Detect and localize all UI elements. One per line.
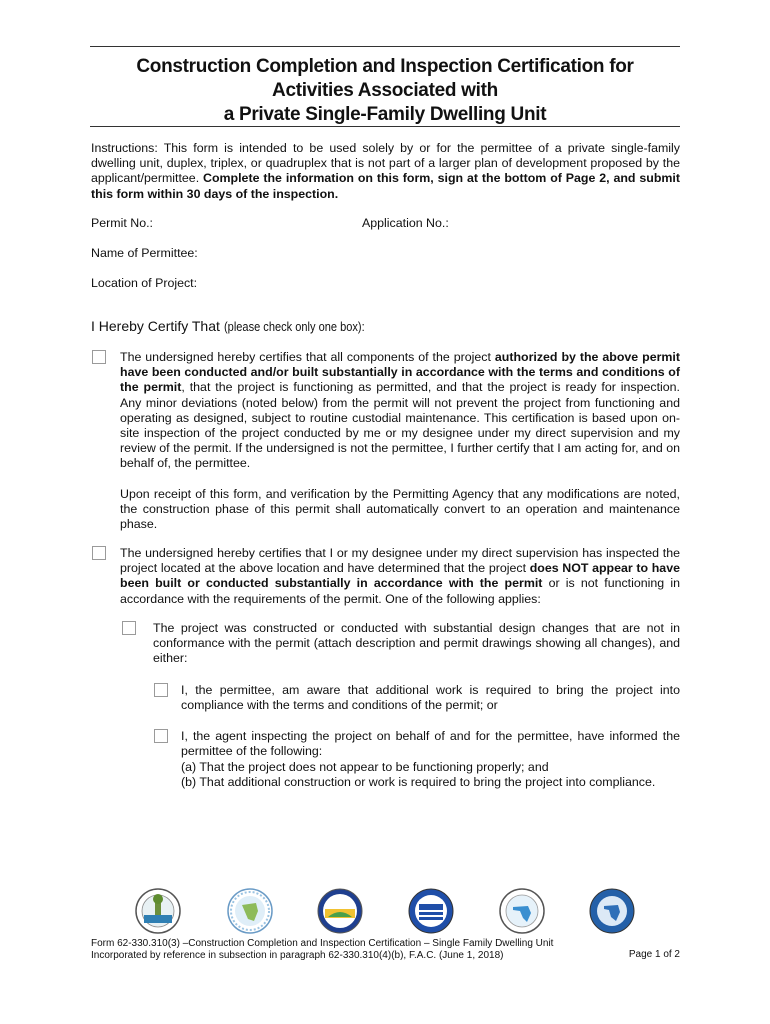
agent-informed-item-b: (b) That additional construction or work is required to bring the project into compliance. [181,775,656,789]
certify-heading [91,318,389,334]
title-line-1: Construction Completion and Inspection Certification for [136,56,634,77]
option1-text [120,350,680,472]
certify-heading-text: I Hereby Certify That [91,318,220,334]
footer-form-line: Form 62-330.310(3) –Construction Completion and Inspection Certification – Single Family Dwelling Unit [91,938,554,949]
instructions-bold: Complete the information on this form, sign at the bottom of Page 2, and submit this form within 30 days of the inspection. [91,171,680,201]
permittee-aware-checkbox[interactable] [154,683,168,697]
agency-seal-1-icon [134,887,182,935]
certify-heading-note: (please check only one box): [223,319,365,334]
instructions [91,141,680,202]
permit-no-label: Permit No.: [91,216,153,230]
title-line-2: Activities Associated with [272,80,498,101]
design-changes-checkbox[interactable] [122,621,136,635]
footer-reference-line: Incorporated by reference in subsection in paragraph 62-330.310(4)(b), F.A.C. (June 1, 2018) [91,950,504,961]
agency-seal-5-icon [498,887,546,935]
design-changes-text: The project was constructed or conducted with substantial design changes that are not in conformance with the permit (attach description and permit drawings showing all changes), and either: [153,621,680,666]
option2-bold: does NOT appear to have been built or conducted substantially in accordance with the permit [120,561,680,591]
option2-checkbox[interactable] [92,546,106,560]
page-number: Page 1 of 2 [628,949,680,960]
permittee-name-label: Name of Permittee: [91,246,198,260]
agency-seal-2-icon [226,887,274,935]
option2-text-a: The undersigned hereby certifies that I or my designee under my direct supervision has inspected the project located at the above location and have determined that the project [120,546,680,576]
agency-seal-4-icon [407,887,455,935]
agent-informed-item-a: (a) That the project does not appear to be functioning properly; and [181,760,549,774]
top-rule [90,46,680,47]
agency-seal-6-icon [588,887,636,935]
option1-checkbox[interactable] [92,350,106,364]
agent-informed-checkbox[interactable] [154,729,168,743]
page-title [90,55,680,127]
title-line-3: a Private Single-Family Dwelling Unit [223,104,547,125]
option2-text-b: or is not functioning in accordance with the requirements of the permit. One of the following applies: [120,576,680,606]
option1-bold: authorized by the above permit have been conducted and/or built substantially in accordance with the terms and conditions of the permit [120,350,680,395]
agent-informed-text: I, the agent inspecting the project on behalf of and for the permittee, have informed the permittee of the following: [181,729,680,759]
title-rule [90,126,680,127]
instructions-text: Instructions: This form is intended to be used solely by or for the permittee of a private single-family dwelling unit, duplex, triplex, or quadruplex that is not part of a larger plan of development proposed by the applicant/permittee. [91,141,680,186]
agency-seal-3-icon [316,887,364,935]
option1-text-b: , that the project is functioning as permitted, and that the project is ready for inspection. Any minor deviations (noted below) from the permit will not prevent the project from functioning and operating as designed, subject to routine custodial maintenance. This certification is based upon on-site inspection of the project conducted by me or my designee under my direct supervision and my review of the permit. If the undersigned is not the permittee, I further certify that I am acting for, and on behalf of, the permittee. [120,380,680,471]
option1-text-a: The undersigned hereby certifies that all components of the project [120,350,495,364]
project-location-label: Location of Project: [91,276,198,290]
permittee-aware-text: I, the permittee, am aware that additional work is required to bring the project into compliance with the terms and conditions of the permit; or [181,683,680,713]
option2-text [120,546,680,607]
option1-conversion-note: Upon receipt of this form, and verification by the Permitting Agency that any modifications are noted, the construction phase of this permit shall automatically convert to an operation and maintenance phase. [120,487,680,532]
application-no-label: Application No.: [362,216,449,230]
